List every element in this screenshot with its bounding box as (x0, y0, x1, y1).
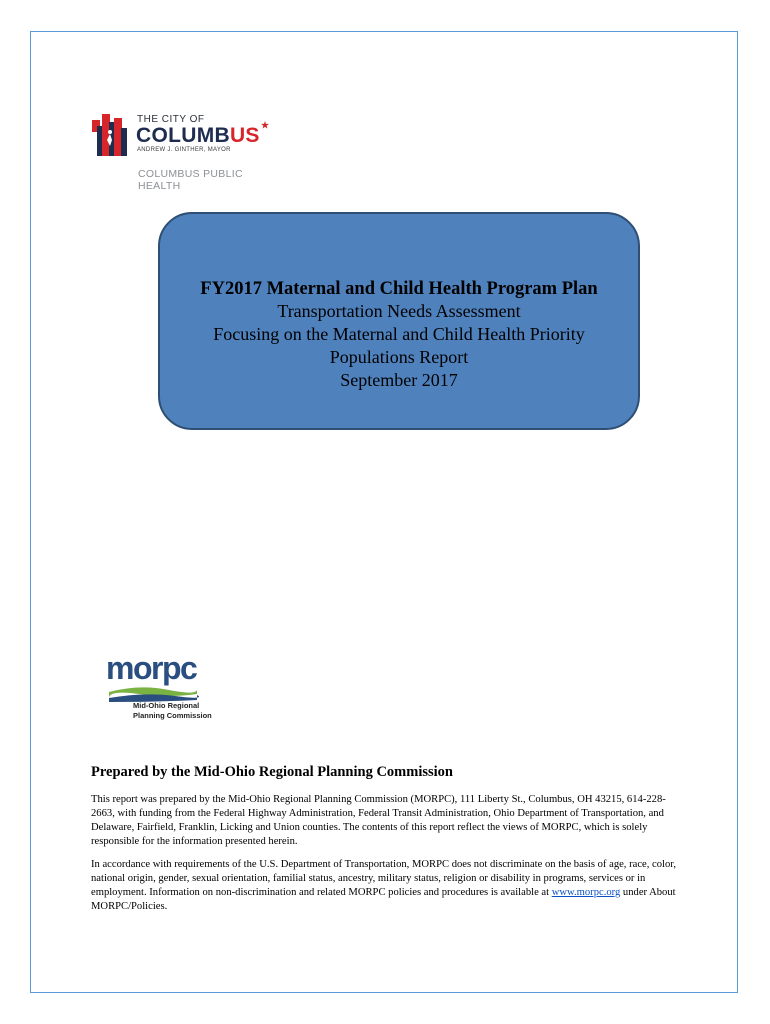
columbus-skyline-icon (92, 114, 132, 160)
report-title-box (158, 212, 640, 430)
morpc-landscape-icon (109, 686, 204, 702)
morpc-tagline: Mid-Ohio Regional Planning Commission (133, 701, 212, 720)
logo-columbus-tail: US (229, 124, 260, 147)
non-discrimination-paragraph (91, 858, 679, 914)
star-icon (261, 121, 269, 129)
morpc-wordmark: morpc (106, 650, 197, 686)
morpc-website-link[interactable]: www.morpc.org (551, 887, 621, 898)
policies-text: under About MORPC/Policies. (91, 887, 676, 912)
non-discrimination-text: In accordance with requirements of the U.S. Department of Transportation, MORPC does not discriminate on the basis of age, race, color, national origin, gender, sexual orientation, familial status, ancestry, military status, religion or disability in programs, services or in employment. Information on non-discrimination and related MORPC policies and procedures is available at (91, 859, 677, 898)
logo-department-text: COLUMBUS PUBLIC HEALTH (138, 168, 243, 192)
morpc-logo (106, 652, 226, 727)
logo-columbus-wordmark (136, 124, 260, 148)
report-subtitle-line-2: Focusing on the Maternal and Child Health Priority (213, 324, 585, 344)
prepared-by-heading: Prepared by the Mid-Ohio Regional Planning Commission (91, 764, 453, 780)
logo-mayor-text: ANDREW J. GINTHER, MAYOR (137, 147, 231, 153)
report-date: September 2017 (340, 370, 458, 390)
city-of-columbus-logo (92, 112, 282, 192)
logo-city-of-text: THE CITY OF (137, 114, 205, 125)
report-title: FY2017 Maternal and Child Health Program Plan (200, 279, 598, 299)
funding-paragraph: This report was prepared by the Mid-Ohio Regional Planning Commission (MORPC), 111 Liberty St., Columbus, OH 43215, 614-228-2663, with funding from the Federal Highway Administration, Federal Transit Administration, Ohio Department of Transportation, and Delaware, Fairfield, Franklin, Licking and Union counties. The contents of this report reflect the views of MORPC, which is solely responsible for the information presented herein. (91, 794, 666, 847)
report-subtitle-line-3: Populations Report (329, 347, 469, 367)
report-subtitle-line-1: Transportation Needs Assessment (277, 301, 521, 321)
logo-columbus-main: COLUMB (136, 124, 230, 147)
